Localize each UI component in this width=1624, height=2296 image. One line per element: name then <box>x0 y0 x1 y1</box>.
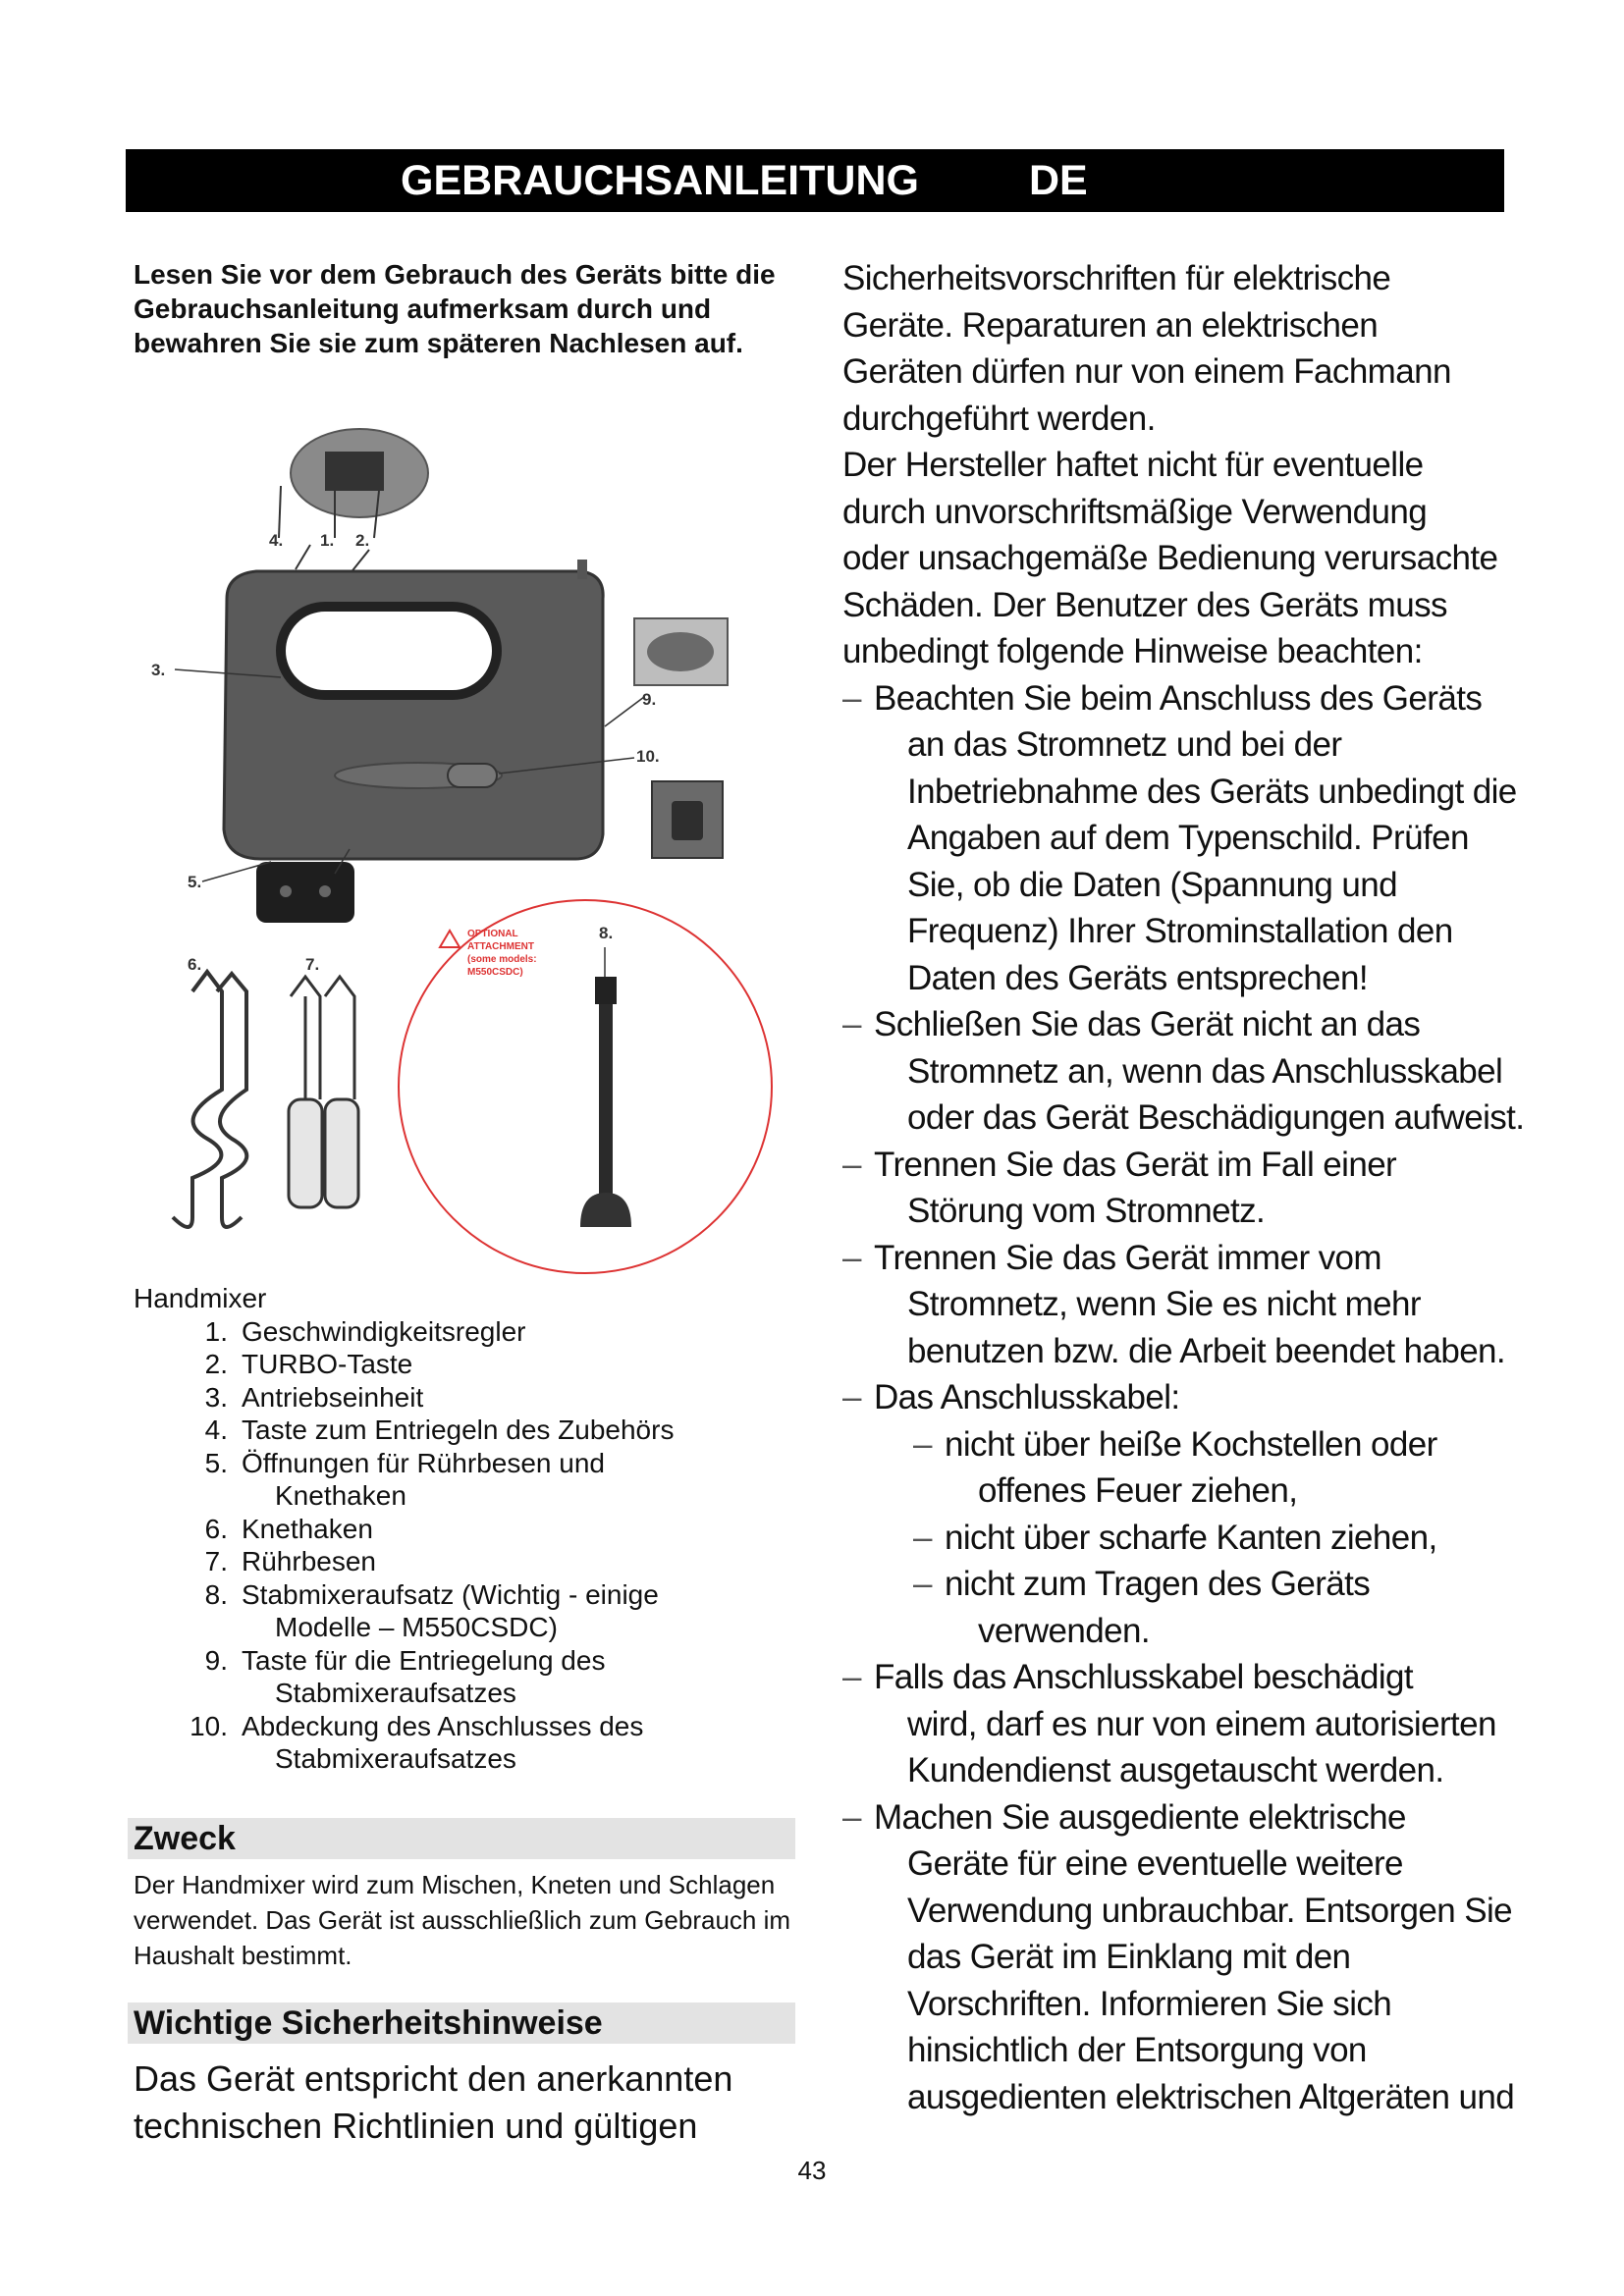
paragraph-line: durchgeführt werden. <box>842 399 1156 438</box>
figure-label: 5. <box>188 873 202 891</box>
paragraph-line: Sicherheitsvorschriften für elektrische <box>842 259 1391 297</box>
parts-items <box>134 1315 801 1776</box>
zweck-text: Der Handmixer wird zum Mischen, Kneten und Schlagen verwendet. Das Gerät ist ausschließlich zum Gebrauch im Haushalt bestimmt. <box>134 1870 791 1970</box>
sub-bullet-item: – nicht über scharfe Kanten ziehen, <box>913 1518 1437 1557</box>
optional-note-line: ATTACHMENT <box>467 941 534 952</box>
list-item: 6. Knethaken <box>204 1513 373 1544</box>
figure-label: 6. <box>188 955 202 974</box>
optional-note-line: OPTIONAL <box>467 929 518 939</box>
whisk-icon <box>289 977 358 1207</box>
handle-opening-icon <box>281 607 497 695</box>
header-bar <box>126 149 1504 212</box>
language-code: DE <box>1029 157 1088 204</box>
intro-block <box>134 257 801 360</box>
switch-icon <box>325 452 384 491</box>
page-number: 43 <box>797 2156 827 2185</box>
section-heading-zweck: Zweck <box>128 1818 795 1859</box>
right-column <box>842 255 1530 2120</box>
paragraph-line: Der Hersteller haftet nicht für eventuelle <box>842 446 1424 484</box>
section-heading-safety: Wichtige Sicherheitshinweise <box>128 2002 795 2044</box>
list-item: 2. TURBO-Taste <box>204 1349 413 1379</box>
bullet-item: – Trennen Sie das Gerät im Fall einer Störung vom Stromnetz. <box>842 1145 1397 1230</box>
bullet-item: – Falls das Anschlusskabel beschädigt wird, darf es nur von einem autorisierten Kundendienst ausgetauscht werden. <box>842 1658 1496 1789</box>
dough-hook-icon <box>173 972 246 1227</box>
paragraph-line: Geräte. Reparaturen an elektrischen <box>842 305 1379 345</box>
list-item: 4. Taste zum Entriegeln des Zubehörs <box>204 1415 675 1445</box>
paragraph-line: Schäden. Der Benutzer des Geräts muss <box>842 585 1447 624</box>
mixer-illustration <box>134 412 801 1286</box>
list-item: 5. Öffnungen für Rührbesen und Knethaken <box>204 1447 605 1511</box>
bullet-item: – Schließen Sie das Gerät nicht an das Stromnetz an, wenn das Anschlusskabel oder das Gerät Beschädigungen aufweist. <box>842 1005 1525 1137</box>
beater-openings-icon <box>256 862 354 923</box>
figure-label: 9. <box>642 690 657 709</box>
figure-label: 10. <box>636 747 660 766</box>
list-item: 9. Taste für die Entriegelung des Stabmixeraufsatzes <box>204 1644 606 1708</box>
figure-label: 8. <box>599 924 614 942</box>
parts-list <box>134 1282 801 1776</box>
list-item: 7. Rührbesen <box>204 1546 376 1576</box>
list-item: 3. Antriebseinheit <box>204 1381 424 1413</box>
bullet-item: – Machen Sie ausgediente elektrische Geräte für eine eventuelle weitere Verwendung unbrauchbar. Entsorgen Sie das Gerät im Einklang mit den Vorschriften. Informieren Sie sich hinsichtlich der Entsorgung von ausgedienten elektrischen Altgeräten und <box>842 1797 1515 2116</box>
paragraph-line: unbedingt folgende Hinweise beachten: <box>842 632 1423 670</box>
sub-bullet-item: – nicht zum Tragen des Geräts verwenden. <box>913 1565 1371 1650</box>
intro-text: Lesen Sie vor dem Gebrauch des Geräts bitte die Gebrauchsanleitung aufmerksam durch und bewahren Sie sie zum späteren Nachlesen auf. <box>134 259 776 358</box>
parts-heading: Handmixer <box>134 1283 267 1313</box>
bullet-item: – Das Anschlusskabel: <box>842 1378 1180 1416</box>
stick-blender-attachment-icon <box>580 977 631 1227</box>
figure-label: 2. <box>355 531 370 550</box>
optional-note-line: (some models: <box>467 954 537 965</box>
figure-label: 7. <box>305 955 320 974</box>
product-figure <box>134 412 801 1286</box>
list-item: 8. Stabmixeraufsatz (Wichtig - einige Modelle – M550CSDC) <box>204 1578 659 1642</box>
safety-text-line: Das Gerät entspricht den anerkannten <box>134 2058 733 2099</box>
warning-icon <box>440 931 460 947</box>
paragraph-line: durch unvorschriftsmäßige Verwendung <box>842 492 1428 531</box>
optional-note-line: M550CSDC) <box>467 967 523 978</box>
figure-label: 4. <box>269 531 284 550</box>
bullet-item: – Trennen Sie das Gerät immer vom Stromnetz, wenn Sie es nicht mehr benutzen bzw. die Arbeit beendet haben. <box>842 1238 1506 1370</box>
bullet-item: – Beachten Sie beim Anschluss des Geräts an das Stromnetz und bei der Inbetriebnahme des Geräts unbedingt die Angaben auf dem Typenschild. Prüfen Sie, ob die Daten (Spannung und Frequenz) Ihrer Strominstallation den Daten des Geräts entsprechen! <box>842 678 1517 997</box>
page-title: GEBRAUCHSANLEITUNG <box>401 157 919 204</box>
figure-label: 3. <box>151 661 166 679</box>
safety-text-line: technischen Richtlinien und gültigen <box>134 2106 698 2146</box>
list-item: 1. Geschwindigkeitsregler <box>204 1315 526 1347</box>
paragraph-line: Geräten dürfen nur von einem Fachmann <box>842 352 1451 391</box>
paragraph-line: oder unsachgemäße Bedienung verursachte <box>842 539 1498 577</box>
list-item: 10. Abdeckung des Anschlusses des Stabmixeraufsatzes <box>189 1710 644 1774</box>
figure-label: 1. <box>320 531 335 550</box>
sub-bullet-item: – nicht über heiße Kochstellen oder offenes Feuer ziehen, <box>913 1424 1437 1510</box>
